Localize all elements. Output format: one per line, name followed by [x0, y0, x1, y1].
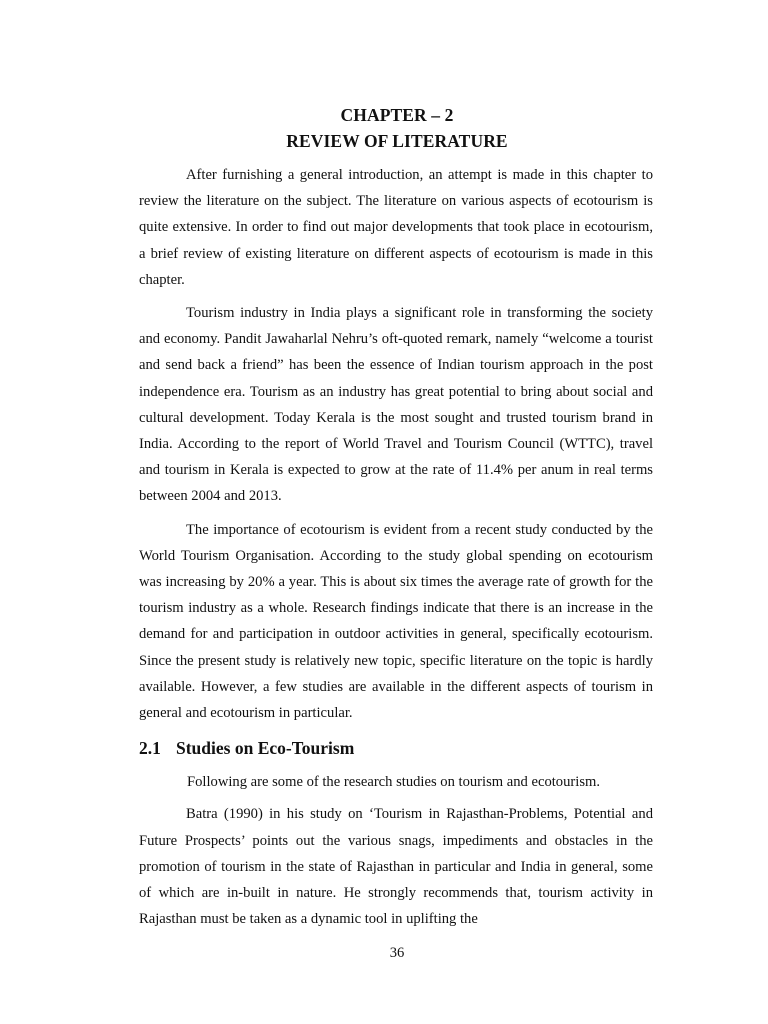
chapter-number: CHAPTER – 2	[340, 105, 454, 125]
section-intro: Following are some of the research studies on tourism and ecotourism.	[187, 774, 600, 791]
section-heading	[139, 733, 653, 763]
paragraph-tourism-india: Tourism industry in India plays a significant role in transforming the society and economy. Pandit Jawaharlal Nehru’s oft-quoted remark, namely “welcome a tourist and send back a friend” has been the essence of Indian tourism approach in the post independence era. Tourism as an industry has great potential to bring about social and cultural development. Today Kerala is the most sought and trusted tourism brand in India. According to the report of World Travel and Tourism Council (WTTC), travel and tourism in Kerala is expected to grow at the rate of 11.4% per anum in real terms between 2004 and 2013.	[139, 305, 653, 505]
document-body	[139, 162, 653, 939]
section-number: 2.1	[139, 738, 161, 759]
page-number: 36	[389, 945, 405, 961]
paragraph-ecotourism-importance: The importance of ecotourism is evident from a recent study conducted by the World Tourism Organisation. According to the study global spending on ecotourism was increasing by 20% a year. This is about six times the average rate of growth for the tourism industry as a whole. Research findings indicate that there is an increase in the demand for and participation in outdoor activities in general, specifically ecotourism. Since the present study is relatively new topic, specific literature on the topic is hardly available. However, a few studies are available in the different aspects of tourism in general and ecotourism in particular.	[139, 521, 653, 722]
paragraph-introduction: After furnishing a general introduction, an attempt is made in this chapter to review the literature on the subject. The literature on various aspects of ecotourism is quite extensive. In order to find out major developments that took place in ecotourism, a brief review of existing literature on different aspects of ecotourism is made in this chapter.	[139, 167, 653, 288]
section-title: Studies on Eco-Tourism	[176, 738, 355, 759]
paragraph-batra-study: Batra (1990) in his study on ‘Tourism in Rajasthan-Problems, Potential and Future Prospects’ points out the various snags, impediments and obstacles in the promotion of tourism in the state of Rajasthan in particular and India in general, some of which are in-built in nature. He strongly recommends that, tourism activity in Rajasthan must be taken as a dynamic tool in uplifting the	[139, 806, 653, 928]
chapter-title: REVIEW OF LITERATURE	[286, 131, 508, 151]
